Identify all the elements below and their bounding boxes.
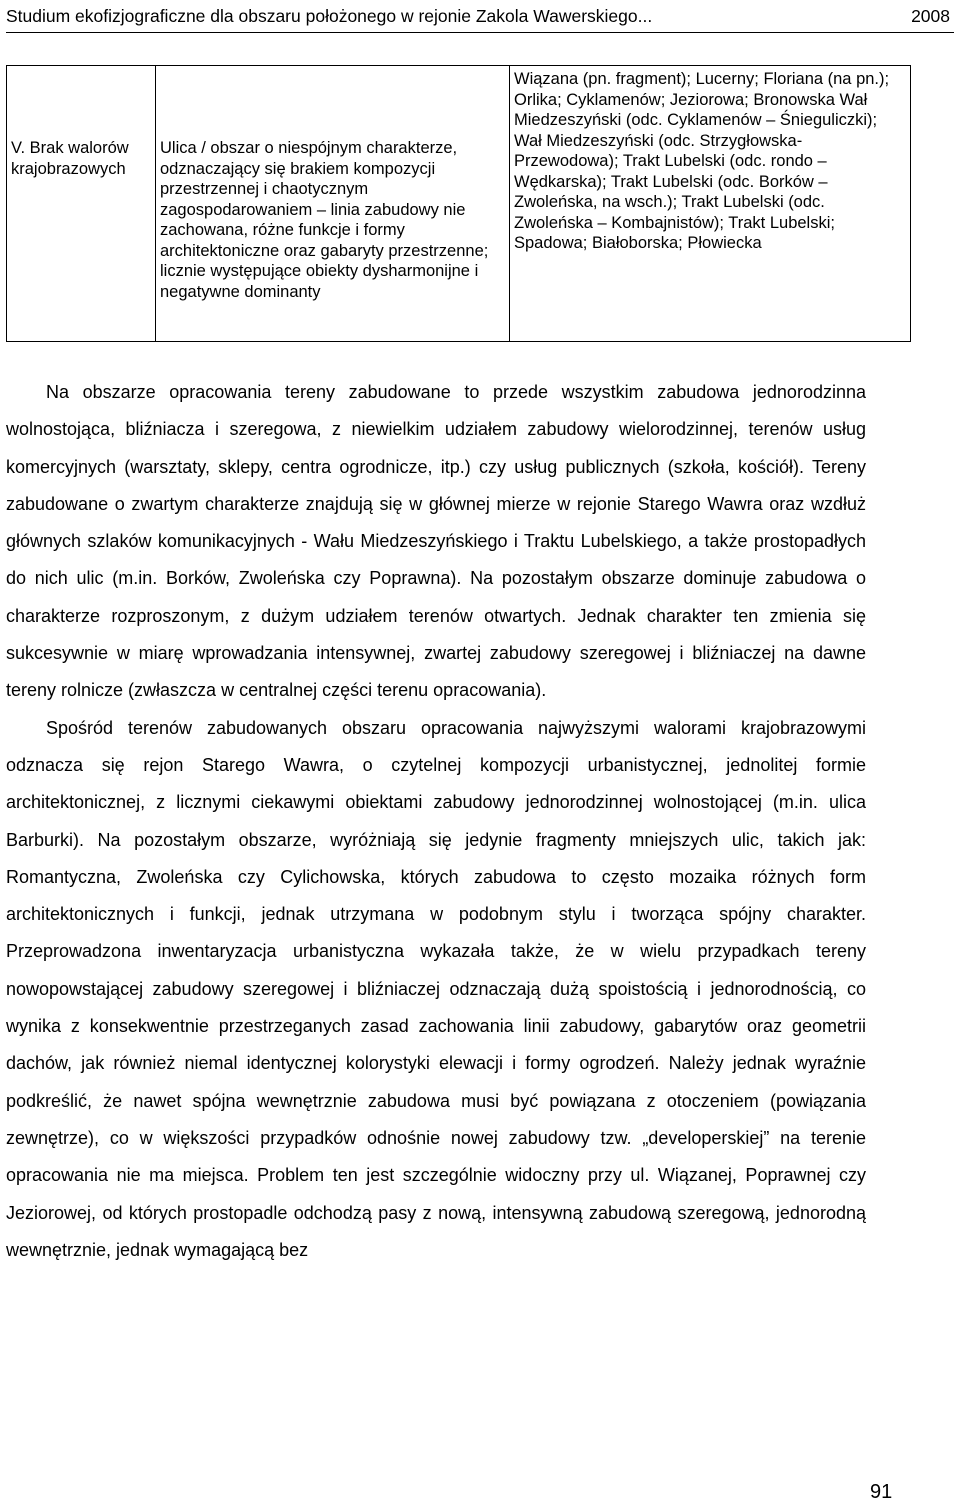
- paragraph: Spośród terenów zabudowanych obszaru opracowania najwyższymi walorami krajobrazowymi odznacza się rejon Starego Wawra, o czytelnej kompozycji urbanistycznej, jednolitej formie architektonicznej, z licznymi ciekawymi obiektami zabudowy jednorodzinnej wolnostojącej (m.in. ulica Barburki). Na pozostałym obszarze, wyróżniają się jedynie fragmenty mniejszych ulic, takich jak: Romantyczna, Zwoleńska czy Cylichowska, których zabudowa to często mozaika różnych form architektonicznych i funkcji, jednak utrzymana w podobnym stylu i tworząca spójny charakter. Przeprowadzona inwentaryzacja urbanistyczna wykazała także, że w wielu przypadkach tereny nowopowstającej zabudowy szeregowej i bliźniaczej odznaczają dużą spoistością i jednorodnością, co wynika z konsekwentnie przestrzeganych zasad zachowania linii zabudowy, gabarytów oraz geometrii dachów, jak również niemal identycznej kolorystyki elewacji i formy ogrodzeń. Należy jednak wyraźnie podkreślić, że nawet spójna wewnętrznie zabudowa musi być powiązana z otoczeniem (powiązania zewnętrze), co w większości przypadków odnośnie nowej zabudowy tzw. „developerskiej” na terenie opracowania nie ma miejsca. Problem ten jest szczególnie widoczny przy ul. Wiązanej, Poprawnej czy Jeziorowej, od których prostopadle odchodzą pasy z nową, intensywną zabudową szeregową, jednorodną wewnętrznie, jednak wymagającą bez: [6, 717, 866, 1260]
- document-year: 2008: [911, 6, 950, 26]
- body-text: [6, 374, 866, 1269]
- landscape-table: [6, 65, 911, 342]
- table-cell-category: V. Brak walorów krajobrazowych: [7, 66, 156, 342]
- page-number: 91: [870, 1481, 893, 1503]
- document-title: Studium ekofizjograficzne dla obszaru położonego w rejonie Zakola Wawerskiego...: [6, 6, 653, 26]
- table-row: [7, 66, 911, 342]
- table-cell-description: Ulica / obszar o niespójnym charakterze, odznaczający się brakiem kompozycji przestrzennej i chaotycznym zagospodarowaniem – linia zabudowy nie zachowana, różne funkcje i formy architektoniczne oraz gabaryty przestrzenne; licznie występujące obiekty dysharmonijne i negatywne dominanty: [156, 66, 510, 342]
- table-cell-locations: Wiązana (pn. fragment); Lucerny; Floriana (na pn.); Orlika; Cyklamenów; Jeziorowa; Bronowska Wał Miedzeszyński (odc. Cyklamenów – Śnieguliczki); Wał Miedzeszyński (odc. Strzygłowska- Przewodowa); Trakt Lubelski (odc. rondo – Wędkarska); Trakt Lubelski (odc. Borków – Zwoleńska, na wsch.); Trakt Lubelski (odc. Zwoleńska – Kombajnistów); Trakt Lubelski; Spadowa; Białoborska; Płowiecka: [510, 66, 911, 342]
- page-header: [6, 0, 954, 33]
- paragraph: Na obszarze opracowania tereny zabudowane to przede wszystkim zabudowa jednorodzinna wolnostojąca, bliźniacza i szeregowa, z niewielkim udziałem zabudowy wielorodzinnej, terenów usług komercyjnych (warsztaty, sklepy, centra ogrodnicze, itp.) czy usług publicznych (szkoła, kościół). Tereny zabudowane o zwartym charakterze znajdują się w głównej mierze w rejonie Starego Wawra oraz wzdłuż głównych szlaków komunikacyjnych - Wału Miedzeszyńskiego i Traktu Lubelskiego, a także prostopadłych do nich ulic (m.in. Borków, Zwoleńska czy Poprawna). Na pozostałym obszarze dominuje zabudowa o charakterze rozproszonym, z dużym udziałem terenów otwartych. Jednak charakter ten zmienia się sukcesywnie w miarę wprowadzania intensywnej, zwartej zabudowy szeregowej i bliźniaczej na dawne tereny rolnicze (zwłaszcza w centralnej części terenu opracowania).: [6, 382, 866, 701]
